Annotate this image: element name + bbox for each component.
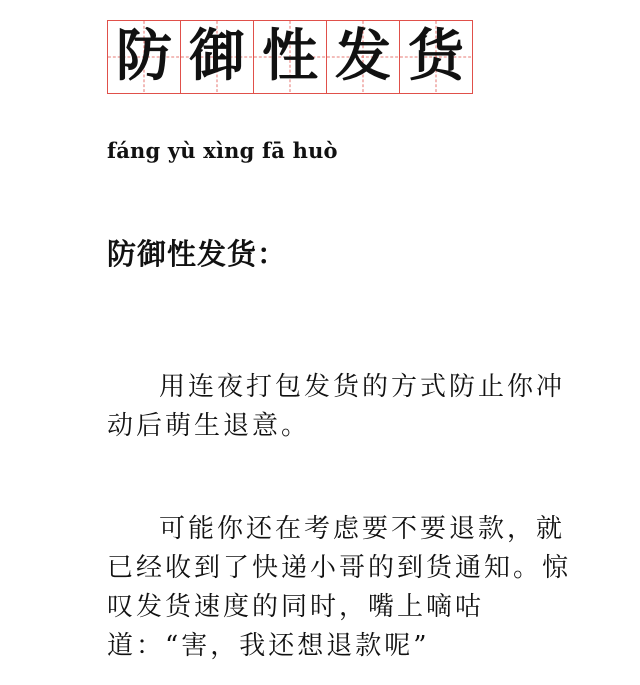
paragraph-definition: 用连夜打包发货的方式防止你冲动后萌生退意。 bbox=[107, 372, 566, 441]
title-char: 货 bbox=[408, 24, 464, 89]
grid-cell bbox=[326, 20, 400, 94]
grid-cell bbox=[107, 20, 181, 94]
grid-cell bbox=[180, 20, 254, 94]
grid-cell bbox=[253, 20, 327, 94]
paragraph-example: 可能你还在考虑要不要退款，就已经收到了快递小哥的到货通知。惊叹发货速度的同时，嘴上嘀咕道：“害，我还想退款呢” bbox=[107, 514, 572, 661]
title-char: 防 bbox=[116, 24, 172, 89]
grid-cell bbox=[399, 20, 473, 94]
title-char: 性 bbox=[262, 24, 318, 89]
title-char: 御 bbox=[189, 24, 245, 89]
definition-heading: 防御性发货： bbox=[107, 237, 288, 271]
title-char: 发 bbox=[335, 24, 391, 89]
pinyin-line: fáng yù xìng fā huò bbox=[107, 138, 338, 163]
title-character-grid bbox=[107, 20, 473, 94]
